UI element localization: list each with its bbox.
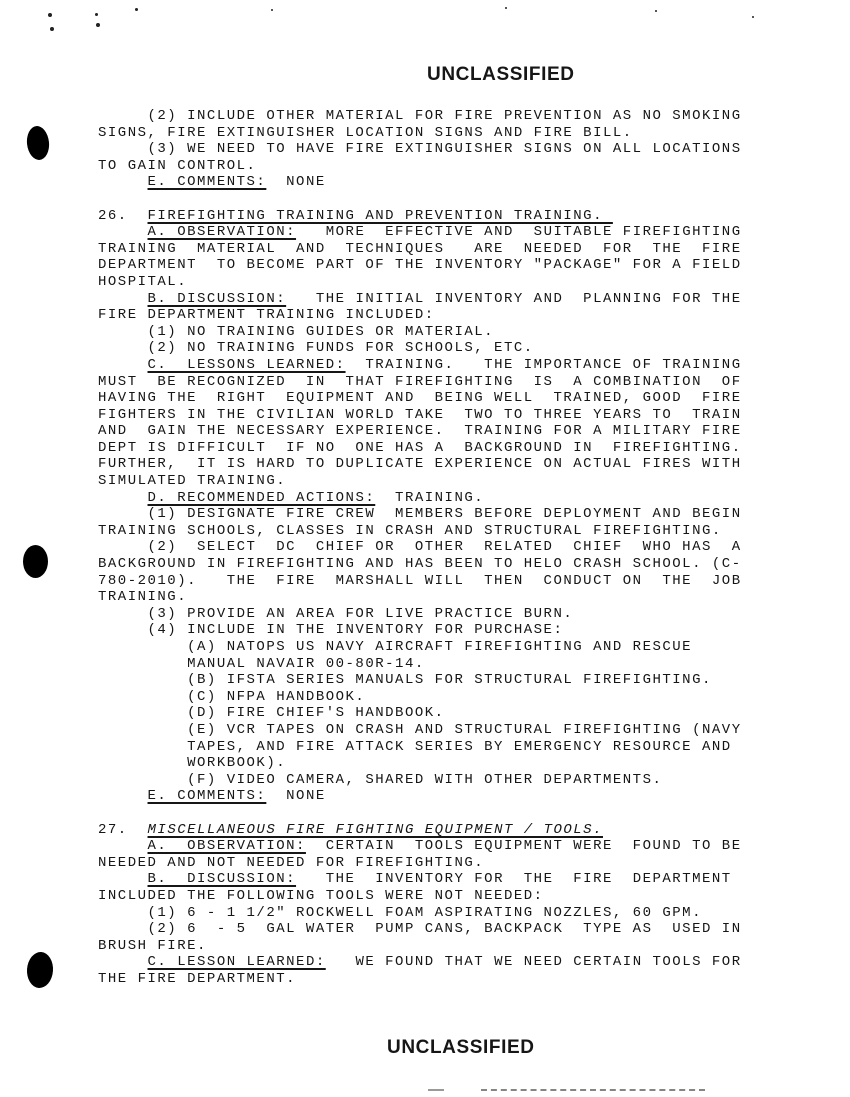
text-segment — [98, 954, 148, 970]
document-body — [98, 108, 798, 987]
text-line — [98, 241, 798, 258]
text-line — [98, 921, 798, 938]
text-segment — [98, 838, 148, 854]
text-line — [98, 407, 798, 424]
text-line — [98, 722, 798, 739]
underlined-heading-text: B. DISCUSSION: — [147, 290, 287, 307]
text-line — [98, 158, 798, 175]
text-line — [98, 456, 798, 473]
text-line — [98, 938, 798, 955]
text-segment: HAVING THE RIGHT EQUIPMENT AND BEING WELL TRAINED, GOOD FIRE — [98, 390, 742, 407]
text-segment: TRAINING SCHOOLS, CLASSES IN CRASH AND STRUCTURAL FIREFIGHTING. — [98, 522, 722, 539]
text-segment — [98, 788, 148, 804]
text-line — [98, 855, 798, 872]
text-segment: TRAINING MATERIAL AND TECHNIQUES ARE NEEDED FOR THE FIRE — [98, 240, 742, 257]
scan-speck — [48, 13, 52, 17]
text-segment: MANUAL NAVAIR 00-80R-14. — [98, 655, 425, 672]
text-line — [98, 672, 798, 689]
text-segment — [98, 174, 148, 190]
text-line — [98, 556, 798, 573]
text-segment: TAPES, AND FIRE ATTACK SERIES BY EMERGENCY RESOURCE AND — [98, 738, 732, 755]
text-line — [98, 838, 798, 855]
text-line — [98, 390, 798, 407]
text-segment: TRAINING. — [98, 589, 188, 606]
text-segment: TO GAIN CONTROL. — [98, 157, 257, 174]
text-line — [98, 291, 798, 308]
text-segment: FIGHTERS IN THE CIVILIAN WORLD TAKE TWO TO THREE YEARS TO TRAIN — [98, 406, 742, 423]
text-segment: DEPT IS DIFFICULT IF NO ONE HAS A BACKGROUND IN FIREFIGHTING. — [98, 439, 742, 456]
scan-speck — [752, 16, 754, 18]
text-segment: TRAINING. THE IMPORTANCE OF TRAINING — [345, 356, 742, 373]
text-segment — [98, 871, 148, 887]
text-line — [98, 523, 798, 540]
scan-speck — [96, 23, 100, 27]
text-segment: THE INITIAL INVENTORY AND PLANNING FOR THE — [286, 290, 742, 307]
text-segment: TRAINING. — [375, 489, 485, 506]
text-line — [98, 606, 798, 623]
text-segment: NONE — [266, 788, 326, 805]
scan-speck — [505, 7, 507, 9]
classification-header: UNCLASSIFIED — [427, 64, 575, 85]
text-line — [98, 473, 798, 490]
text-line — [98, 257, 798, 274]
text-segment: FIRE DEPARTMENT TRAINING INCLUDED: — [98, 307, 435, 324]
underlined-heading-text: FIREFIGHTING TRAINING AND PREVENTION TRAINING. — [147, 207, 613, 224]
scan-speck — [271, 9, 273, 11]
text-segment: (1) NO TRAINING GUIDES OR MATERIAL. — [98, 323, 495, 340]
text-line — [98, 490, 798, 507]
text-segment: (E) VCR TAPES ON CRASH AND STRUCTURAL FIREFIGHTING (NAVY — [98, 721, 742, 738]
text-segment: SIMULATED TRAINING. — [98, 473, 287, 490]
underlined-heading-text: A. OBSERVATION: — [147, 224, 297, 241]
text-line — [98, 208, 798, 225]
text-line — [98, 307, 798, 324]
hole-punch — [26, 951, 54, 989]
text-segment: NONE — [266, 174, 326, 191]
text-line — [98, 805, 798, 822]
text-line — [98, 324, 798, 341]
text-segment: 27. — [98, 821, 148, 838]
text-line — [98, 772, 798, 789]
scan-speck — [655, 10, 657, 12]
hole-punch — [23, 545, 48, 578]
text-segment: 26. — [98, 207, 148, 224]
text-line — [98, 705, 798, 722]
text-segment: THE INVENTORY FOR THE FIRE DEPARTMENT — [296, 871, 732, 888]
hole-punch — [25, 125, 50, 161]
text-segment: SIGNS, FIRE EXTINGUISHER LOCATION SIGNS AND FIRE BILL. — [98, 124, 633, 141]
text-segment: (1) 6 - 1 1/2" ROCKWELL FOAM ASPIRATING NOZZLES, 60 GPM. — [98, 904, 702, 921]
text-segment — [98, 224, 148, 240]
underlined-heading-text: E. COMMENTS: — [147, 788, 267, 805]
text-segment — [98, 291, 148, 307]
text-line — [98, 971, 798, 988]
text-line — [98, 573, 798, 590]
text-segment: THE FIRE DEPARTMENT. — [98, 970, 297, 987]
text-segment: (D) FIRE CHIEF'S HANDBOOK. — [98, 705, 445, 722]
text-line — [98, 357, 798, 374]
text-segment: (1) DESIGNATE FIRE CREW MEMBERS BEFORE DEPLOYMENT AND BEGIN — [98, 506, 742, 523]
text-line — [98, 622, 798, 639]
underlined-heading-text: E. COMMENTS: — [147, 174, 267, 191]
text-line — [98, 125, 798, 142]
text-segment: WE FOUND THAT WE NEED CERTAIN TOOLS FOR — [325, 954, 742, 971]
text-line — [98, 440, 798, 457]
text-line — [98, 174, 798, 191]
text-line — [98, 739, 798, 756]
text-line — [98, 141, 798, 158]
scan-dash-long — [481, 1089, 705, 1091]
text-line — [98, 340, 798, 357]
scan-speck — [95, 13, 98, 16]
text-line — [98, 788, 798, 805]
text-line — [98, 954, 798, 971]
text-segment: (2) SELECT DC CHIEF OR OTHER RELATED CHIEF WHO HAS A — [98, 539, 742, 556]
text-segment: BACKGROUND IN FIREFIGHTING AND HAS BEEN TO HELO CRASH SCHOOL. (C- — [98, 556, 742, 573]
text-line — [98, 506, 798, 523]
text-line — [98, 871, 798, 888]
underlined-heading-text: MISCELLANEOUS FIRE FIGHTING EQUIPMENT / TOOLS. — [147, 821, 603, 838]
text-line — [98, 374, 798, 391]
underlined-heading-text: A. OBSERVATION: — [147, 838, 306, 855]
text-line — [98, 905, 798, 922]
underlined-heading-text: C. LESSONS LEARNED: — [147, 356, 346, 373]
text-segment: FURTHER, IT IS HARD TO DUPLICATE EXPERIENCE ON ACTUAL FIRES WITH — [98, 456, 742, 473]
text-line — [98, 274, 798, 291]
text-segment: HOSPITAL. — [98, 273, 188, 290]
scan-speck — [135, 8, 138, 11]
text-line — [98, 224, 798, 241]
text-segment: (2) 6 - 5 GAL WATER PUMP CANS, BACKPACK TYPE AS USED IN — [98, 921, 742, 938]
text-line — [98, 423, 798, 440]
text-line — [98, 539, 798, 556]
text-segment: MUST BE RECOGNIZED IN THAT FIREFIGHTING IS A COMBINATION OF — [98, 373, 742, 390]
text-line — [98, 888, 798, 905]
text-segment: MORE EFFECTIVE AND SUITABLE FIREFIGHTING — [296, 224, 742, 241]
scan-dash-short — [428, 1089, 444, 1091]
text-segment: (3) WE NEED TO HAVE FIRE EXTINGUISHER SIGNS ON ALL LOCATIONS — [98, 141, 742, 158]
underlined-heading-text: B. DISCUSSION: — [147, 871, 297, 888]
text-segment: NEEDED AND NOT NEEDED FOR FIREFIGHTING. — [98, 854, 485, 871]
text-line — [98, 755, 798, 772]
text-line — [98, 689, 798, 706]
text-segment: AND GAIN THE NECESSARY EXPERIENCE. TRAINING FOR A MILITARY FIRE — [98, 423, 742, 440]
text-segment: BRUSH FIRE. — [98, 937, 207, 954]
text-line — [98, 656, 798, 673]
text-line — [98, 108, 798, 125]
underlined-heading-text: C. LESSON LEARNED: — [147, 954, 326, 971]
text-segment: (2) INCLUDE OTHER MATERIAL FOR FIRE PREVENTION AS NO SMOKING — [98, 108, 742, 124]
text-segment: (C) NFPA HANDBOOK. — [98, 688, 366, 705]
text-segment: (A) NATOPS US NAVY AIRCRAFT FIREFIGHTING AND RESCUE — [98, 639, 693, 655]
text-line — [98, 639, 798, 656]
classification-footer: UNCLASSIFIED — [387, 1037, 535, 1058]
text-segment — [98, 357, 148, 373]
text-segment: (3) PROVIDE AN AREA FOR LIVE PRACTICE BURN. — [98, 605, 574, 622]
text-segment: WORKBOOK). — [98, 755, 287, 772]
text-segment: DEPARTMENT TO BECOME PART OF THE INVENTORY "PACKAGE" FOR A FIELD — [98, 257, 742, 274]
text-segment: (2) NO TRAINING FUNDS FOR SCHOOLS, ETC. — [98, 340, 534, 357]
text-line — [98, 589, 798, 606]
text-line — [98, 191, 798, 208]
text-segment — [98, 490, 148, 506]
text-segment: 780-2010). THE FIRE MARSHALL WILL THEN CONDUCT ON THE JOB — [98, 572, 742, 589]
scan-speck — [50, 27, 54, 31]
text-line — [98, 822, 798, 839]
text-segment: (B) IFSTA SERIES MANUALS FOR STRUCTURAL FIREFIGHTING. — [98, 672, 712, 689]
text-segment: CERTAIN TOOLS EQUIPMENT WERE FOUND TO BE — [305, 838, 742, 855]
text-segment: (4) INCLUDE IN THE INVENTORY FOR PURCHASE: — [98, 622, 564, 639]
text-segment: INCLUDED THE FOLLOWING TOOLS WERE NOT NEEDED: — [98, 887, 544, 904]
text-segment: (F) VIDEO CAMERA, SHARED WITH OTHER DEPARTMENTS. — [98, 771, 663, 788]
underlined-heading-text: D. RECOMMENDED ACTIONS: — [147, 489, 376, 506]
